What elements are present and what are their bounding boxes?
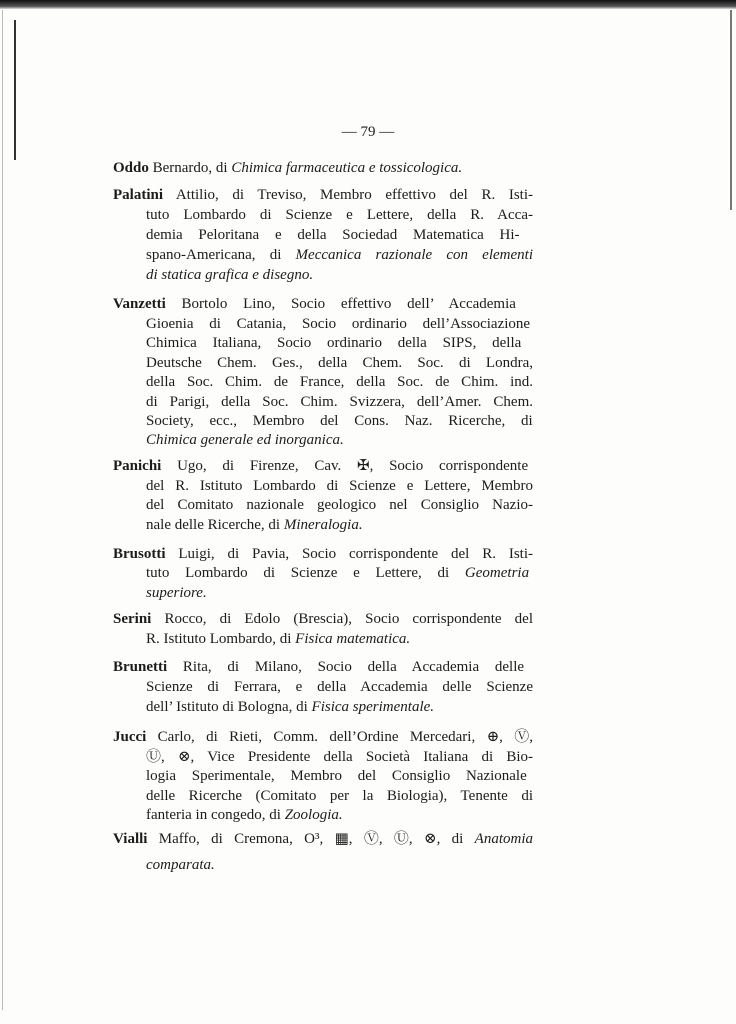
entry-palatini-line [146,206,533,224]
entry-brunetti-line [146,698,434,716]
entry-jucci-line [146,787,533,805]
entry-palatini-line [146,246,533,264]
entry-brusotti-line [146,584,207,602]
description-text: Attilio, di Treviso, Membro effettivo del R. Isti- [163,187,533,203]
scan-edge-right [730,10,732,210]
description-text: tuto Lombardo di Scienze e Lettere, della R. Acca- [146,207,533,223]
description-text: Bernardo, di [148,160,232,176]
description-text: della Soc. Chim. de France, della Soc. de Chim. ind. [146,374,533,390]
entry-panichi-line [146,496,533,514]
entry-vanzetti-line [146,315,530,333]
subject-title: superiore. [146,585,207,601]
subject-title: Anatomia [474,831,533,847]
entry-palatini-line [113,186,533,204]
member-name: Brusotti [113,546,166,562]
member-name: Jucci [113,729,147,745]
description-text: Luigi, di Pavia, Socio corrispondente del R. Isti- [165,546,533,562]
member-name: Panichi [113,458,162,474]
subject-title: Chimica farmaceutica e tossicologica. [231,160,463,176]
entry-panichi-line [113,457,528,475]
subject-title: di statica grafica e disegno. [146,267,314,283]
description-text: Rocco, di Edolo (Brescia), Socio corrispondente del [151,611,533,627]
entry-vanzetti-line [146,393,533,411]
entry-palatini-line [146,266,313,284]
description-text: di Parigi, della Soc. Chim. Svizzera, dell’Amer. Chem. [146,394,533,410]
member-name: Oddo [113,160,149,176]
description-text: demia Peloritana e della Sociedad Matematica Hi- [146,227,520,243]
entry-brunetti-line [146,678,533,696]
scan-edge-top [0,0,736,9]
entry-vanzetti-line [146,373,533,391]
entry-jucci-line [146,748,533,766]
description-text: Chimica Italiana, Socio ordinario della SIPS, della [146,335,522,351]
description-text: fanteria in congedo, di [146,807,285,823]
description-text: R. Istituto Lombardo, di [146,631,296,647]
subject-title: Meccanica razionale con elementi [295,247,533,263]
subject-title: Geometria [464,565,530,581]
entry-serini-line [146,630,410,648]
entry-vialli-line [113,830,533,848]
description-text: Carlo, di Rieti, Comm. dell’Ordine Mercedari, ⊕, Ⓥ, [146,729,533,745]
entry-vanzetti-line [113,295,516,313]
entry-vanzetti-line [146,334,521,352]
subject-title: Chimica generale ed inorganica. [146,432,344,448]
description-text: Rita, di Milano, Socio della Accademia delle [167,659,525,675]
description-text: Scienze di Ferrara, e della Accademia delle Scienze [146,679,533,695]
entry-jucci-line [146,806,343,824]
entry-vanzetti-line [146,354,533,372]
page-number: — 79 — [341,124,395,140]
member-name: Vialli [113,831,148,847]
description-text: Maffo, di Cremona, O³, ▦, Ⓥ, Ⓤ, ⊗, di [147,831,475,847]
entry-brusotti-line [113,545,533,563]
description-text: Bortolo Lino, Socio effettivo dell’ Accademia [165,296,516,312]
description-text: Deutsche Chem. Ges., della Chem. Soc. di Londra, [146,355,533,371]
subject-title: Fisica matematica. [295,631,411,647]
subject-title: Fisica sperimentale. [311,699,435,715]
entry-vanzetti-line [146,412,533,430]
entry-serini-line [113,610,533,628]
entry-palatini-line [146,226,520,244]
description-text: logia Sperimentale, Membro del Consiglio Nazionale [146,768,527,784]
entry-panichi-line [146,516,363,534]
entry-jucci-line [146,767,527,785]
description-text: Gioenia di Catania, Socio ordinario dell’Associazione [146,316,531,332]
entry-vialli-line [146,856,215,874]
description-text: spano-Americana, di [146,247,296,263]
member-name: Serini [113,611,152,627]
description-text: dell’ Istituto di Bologna, di [146,699,312,715]
description-text: tuto Lombardo di Scienze e Lettere, di [146,565,465,581]
description-text: delle Ricerche (Comitato per la Biologia), Tenente di [146,788,533,804]
subject-title: Mineralogia. [283,517,363,533]
description-text: Society, ecc., Membro del Cons. Naz. Ricerche, di [146,413,533,429]
subject-title: comparata. [146,857,215,873]
description-text: del Comitato nazionale geologico nel Consiglio Nazio- [146,497,533,513]
scan-edge-left-faint [2,10,3,1010]
subject-title: Zoologia. [284,807,343,823]
entry-vanzetti-line [146,431,344,449]
entry-brunetti-line [113,658,524,676]
entry-brusotti-line [146,564,529,582]
member-name: Brunetti [113,659,168,675]
member-name: Vanzetti [113,296,166,312]
entry-jucci-line [113,728,533,746]
description-text: nale delle Ricerche, di [146,517,284,533]
entry-panichi-line [146,477,533,495]
description-text: Ugo, di Firenze, Cav. ✠, Socio corrispondente [161,458,529,474]
member-name: Palatini [113,187,164,203]
description-text: Ⓤ, ⊗, Vice Presidente della Società Italiana di Bio- [146,749,533,765]
description-text: del R. Istituto Lombardo di Scienze e Lettere, Membro [146,478,533,494]
entry-oddo-line [113,159,462,177]
